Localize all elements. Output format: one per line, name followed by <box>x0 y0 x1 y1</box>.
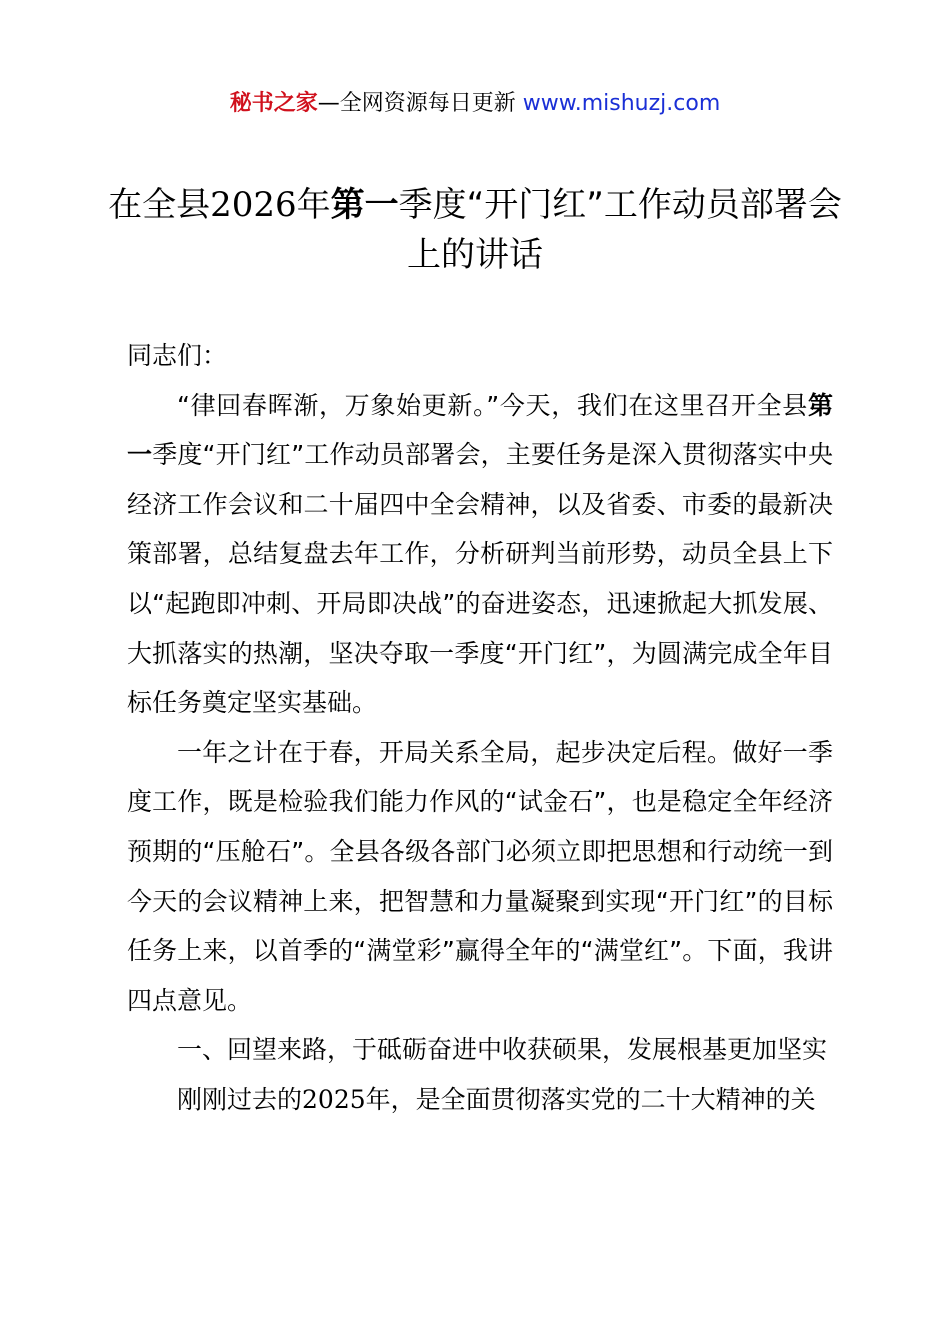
header-slogan: —全网资源每日更新 <box>317 91 516 116</box>
section-heading-1: 一、回望来路，于砥砺奋进中收获硕果，发展根基更加坚实 <box>177 1035 828 1065</box>
opening-text-1: “律回春晖渐，万象始更新。”今天，我们在这里召开全县 <box>177 390 808 420</box>
brand-name: 秘书之家 <box>229 91 318 116</box>
title-part-1: 在全县 <box>108 185 211 225</box>
review-text-1: 刚刚过去的 <box>177 1084 303 1114</box>
site-header <box>0 88 950 120</box>
title-bold-term: 第一 <box>330 185 399 225</box>
salutation: 同志们： <box>127 341 228 370</box>
speech-body <box>127 331 833 1125</box>
paragraph-opening <box>127 381 833 728</box>
document-title <box>100 180 850 280</box>
title-part-3: 季度“开门红”工作动员部署会上的讲话 <box>398 185 842 275</box>
title-year: 2026 <box>210 185 297 225</box>
title-part-2: 年 <box>296 185 331 225</box>
paragraph-review <box>127 1075 833 1125</box>
site-url-link[interactable]: www.mishuzj.com <box>522 91 721 116</box>
review-year: 2025 <box>302 1084 366 1114</box>
opening-bold-term: 第一 <box>127 390 833 470</box>
opening-text-2: 季度“开门红”工作动员部署会，主要任务是深入贯彻落实中央经济工作会议和二十届四中全会精神，以及省委、市委的最新决策部署，总结复盘去年工作，分析研判当前形势，动员全县上下以“起跑即冲刺、开局即决战”的奋进姿态，迅速掀起大抓发展、大抓落实的热潮，坚决夺取一季度“开门红”，为圆满完成全年目标任务奠定坚实基础。 <box>127 440 833 718</box>
review-text-2: 年，是全面贯彻落实党的二十大精神的关 <box>365 1084 816 1114</box>
paragraph-significance: 一年之计在于春，开局关系全局，起步决定后程。做好一季度工作，既是检验我们能力作风的“试金石”，也是稳定全年经济预期的“压舱石”。全县各级各部门必须立即把思想和行动统一到今天的会议精神上来，把智慧和力量凝聚到实现“开门红”的目标任务上来，以首季的“满堂彩”赢得全年的“满堂红”。下面，我讲四点意见。 <box>127 737 833 1015</box>
